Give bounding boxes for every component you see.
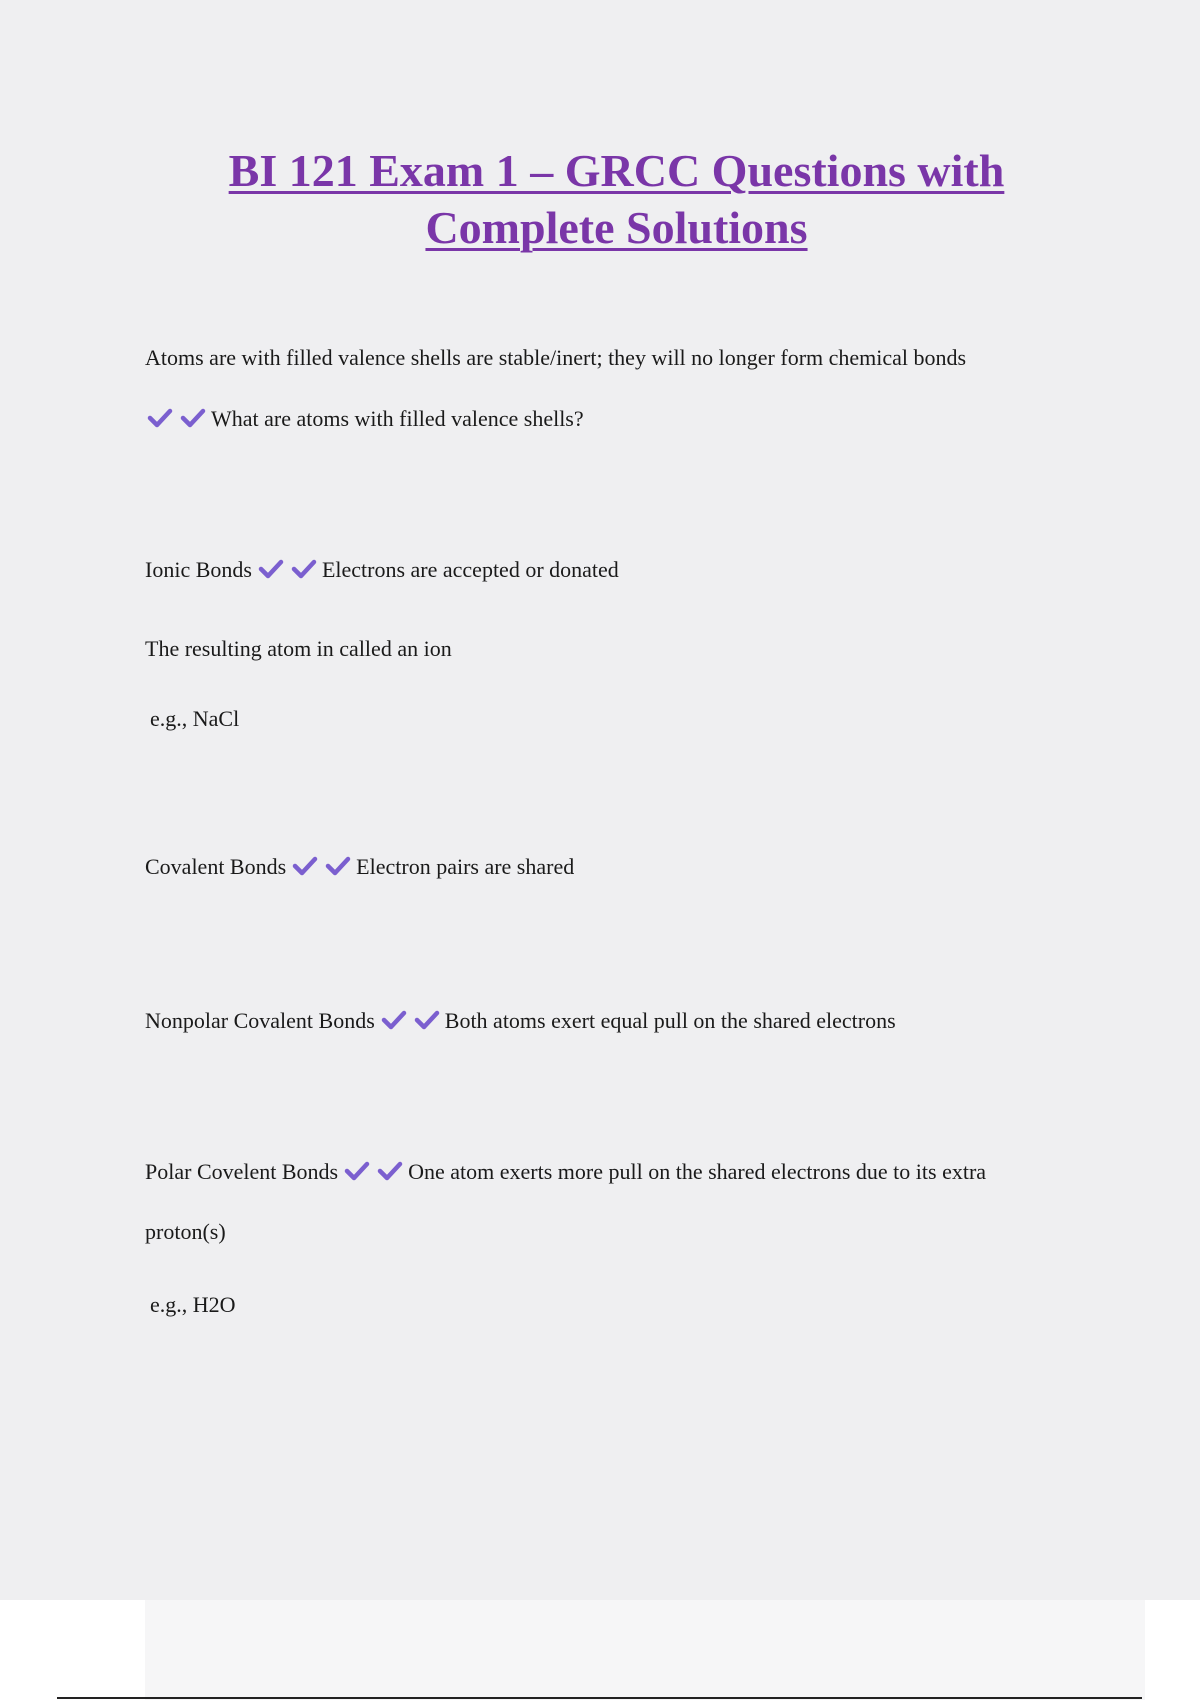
entry-3-answer: Electron pairs are shared — [356, 854, 575, 879]
entry-5-answer-continued: proton(s) — [145, 1219, 226, 1244]
entry-5-line — [145, 1157, 986, 1187]
entry-1-answer: What are atoms with filled valence shells? — [211, 406, 584, 431]
entry-2-answer: Electrons are accepted or donated — [321, 557, 619, 582]
page-title: BI 121 Exam 1 – GRCC Questions with Complete Solutions — [228, 145, 1005, 253]
entry-4-term: Nonpolar Covalent Bonds — [145, 1008, 375, 1033]
entry-2-note-2: e.g., NaCl — [150, 706, 240, 731]
entry-1-term: Atoms are with filled valence shells are stable/inert; they will no longer form chemical bonds — [145, 345, 967, 370]
entry-4-line — [145, 1006, 896, 1036]
double-check-icon — [381, 1008, 443, 1032]
entry-2-term: Ionic Bonds — [145, 557, 252, 582]
footer-divider — [57, 1697, 1142, 1699]
entry-5-term: Polar Covelent Bonds — [145, 1159, 339, 1184]
entry-4-answer: Both atoms exert equal pull on the shared electrons — [444, 1008, 896, 1033]
double-check-icon — [147, 406, 209, 430]
entry-2-line — [145, 555, 619, 585]
entry-2-note-1: The resulting atom in called an ion — [145, 636, 452, 661]
entry-1-answer-line — [145, 404, 584, 434]
entry-5-answer: One atom exerts more pull on the shared electrons due to its extra — [408, 1159, 987, 1184]
double-check-icon — [344, 1159, 406, 1183]
footer-area — [145, 1600, 1145, 1700]
entry-5-note-1: e.g., H2O — [150, 1292, 236, 1317]
entry-3-line — [145, 852, 574, 882]
entry-3-term: Covalent Bonds — [145, 854, 287, 879]
double-check-icon — [292, 854, 354, 878]
double-check-icon — [258, 557, 320, 581]
